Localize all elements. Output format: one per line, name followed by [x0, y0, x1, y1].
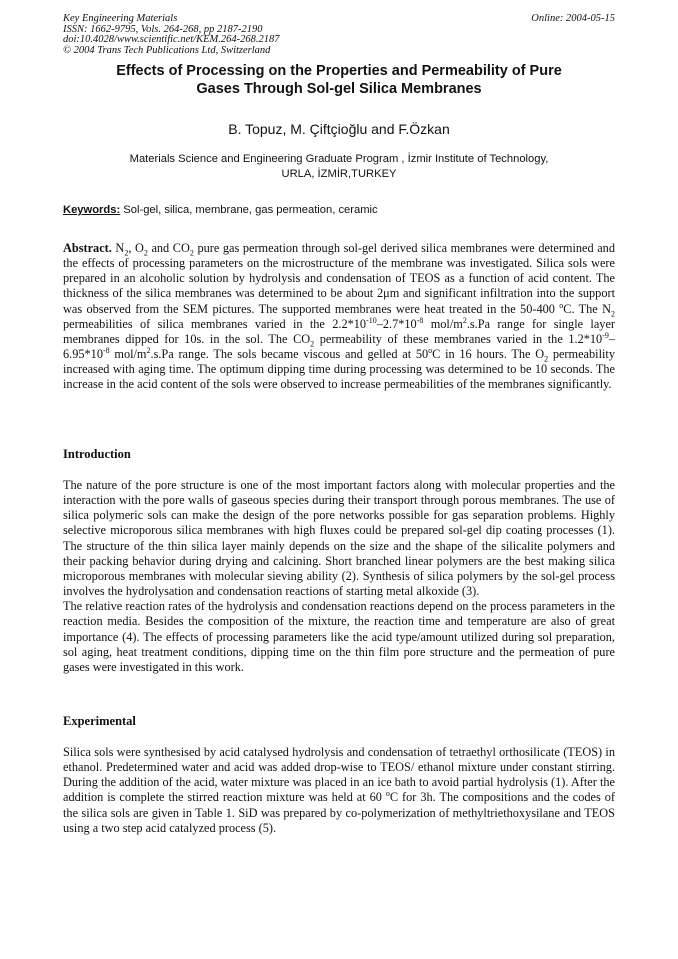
experimental-heading: Experimental: [63, 714, 136, 728]
superscript: 2: [146, 346, 151, 355]
abstract-text: permeabilities of silica membranes varied in the 2.2*10: [63, 316, 367, 331]
experimental-body: [63, 745, 615, 836]
abstract-text: C. The N: [563, 301, 611, 316]
journal-name: Key Engineering Materials: [63, 13, 178, 24]
abstract-text: –2.7*10: [376, 316, 417, 331]
subscript: 2: [611, 309, 615, 319]
abstract-text: pure gas permeation through sol-gel derived silica membranes were determined and the effects of processing parameters on the microstructure of the membrane was investigated. Silica sols were prepared in an alcoholic solution by hydrolysis and condensation of TEOS as a function of acid content. The thickness of the silica membranes was determined to be about 2μm and significant infiltration into the support was observed from the SEM pictures. The supported membranes were heat treated in the 50-400: [63, 241, 615, 316]
superscript: 2: [462, 315, 467, 325]
paper-title: [63, 62, 615, 98]
doi-line: doi:10.4028/www.scientific.net/KEM.264-268.2187: [63, 34, 280, 45]
abstract-text: .s.Pa range for single layer membranes dipped for 10s. in the sol. The CO: [63, 316, 615, 346]
affiliation-line-1: Materials Science and Engineering Graduate Program , İzmir Institute of Technology,: [129, 153, 549, 165]
subscript: 2: [124, 248, 129, 258]
keywords-label: Keywords:: [63, 204, 121, 216]
abstract-text: –6.95*10: [63, 331, 615, 362]
experimental-text: Silica sols were synthesised by acid catalysed hydrolysis and condensation of tetraethyl orthosilicate (TEOS) in ethanol. Predetermined water and acid was added drop-wise to TEOS/ ethanol mixture under constant stirring. During the addition of the acid, water mixture was placed in an ice bath to avoid partial hydrolysis (1). After the addition is complete the stirred reaction mixture was held at 60: [63, 745, 615, 805]
abstract-text: mol/m: [109, 347, 147, 362]
superscript: o: [428, 346, 433, 355]
superscript: -8: [416, 315, 424, 325]
title-line-1: Effects of Processing on the Properties and Permeability of Pure: [116, 63, 562, 79]
subscript: 2: [143, 248, 148, 258]
introduction-heading: Introduction: [63, 447, 131, 461]
subscript: 2: [310, 339, 315, 349]
abstract-text: permeability increased with aging time. The optimum dipping time during processing was determined to be 10 seconds. The increase in the acid content of the sols were observed to increase permeabilities of the membranes significantly.: [63, 347, 615, 392]
superscript: -8: [102, 346, 110, 355]
superscript: -10: [366, 315, 377, 325]
issn-line: ISSN: 1662-9795, Vols. 264-268, pp 2187-2190: [63, 23, 263, 35]
superscript: o: [385, 789, 390, 799]
introduction-paragraph-2: The relative reaction rates of the hydrolysis and condensation reactions depend on the process parameters in the reaction media. Besides the composition of the mixture, the reaction time and temperature are also of great importance (4). The effects of processing parameters like the acid type/amount utilized during sol preparation, sol aging, heat treatment conditions, dipping time on the thin film pore structure and the permeation of pure gases were investigated in this work.: [63, 599, 615, 674]
abstract-text: .s.Pa range. The sols became viscous and gelled at 50: [150, 347, 429, 362]
authors: B. Topuz, M. Çiftçioğlu and F.Özkan: [228, 121, 450, 137]
experimental-text: C for 3h. The compositions and the codes of the silica sols are given in Table 1. SiD was prepared by co-polymerization of methyltriethoxysilane and TEOS using a two step acid catalyzed process (5).: [63, 790, 615, 835]
affiliation: [63, 152, 615, 181]
introduction-paragraph-1: The nature of the pore structure is one of the most important factors along with molecular properties and the interaction with the pore walls of gaseous species during their transport through porous membranes. The use of silica polymeric sols can make the design of the pore networks possible for gas separation problems. Highly selective microporous silica membranes with high fluxes could be prepared sol-gel dip coating processes (1). The structure of the thin silica layer mainly depends on the size and the shape of the silicalite polymers and their packing behavior during drying and calcining. Short branched linear polymers are the best making silica microporous membranes with molecular sieving ability (2). Synthesis of silica polymers by the sol-gel process involves the hydrolysation and condensation reactions of starting metal alkoxide (3).: [63, 478, 615, 599]
abstract: [63, 241, 615, 393]
keywords-text: Sol-gel, silica, membrane, gas permeation, ceramic: [120, 204, 378, 216]
online-date: Online: 2004-05-15: [531, 13, 615, 24]
subscript: 2: [189, 248, 194, 258]
abstract-text: mol/m: [423, 316, 463, 331]
introduction-body: [63, 478, 615, 675]
abstract-label: Abstract.: [63, 241, 112, 255]
abstract-text: permeability of these membranes varied in the 1.2*10: [314, 331, 603, 346]
affiliation-line-2: URLA, İZMİR,TURKEY: [281, 167, 397, 180]
journal-metadata: [63, 14, 615, 56]
superscript: -9: [602, 330, 609, 340]
abstract-text: , O: [128, 241, 144, 255]
title-line-2: Gases Through Sol-gel Silica Membranes: [196, 81, 482, 97]
superscript: o: [559, 300, 564, 310]
keywords: [63, 203, 615, 217]
abstract-text: N: [111, 241, 125, 255]
abstract-text: and CO: [147, 241, 190, 255]
copyright-line: © 2004 Trans Tech Publications Ltd, Switzerland: [63, 44, 271, 56]
subscript: 2: [544, 354, 549, 364]
abstract-text: C in 16 hours. The O: [432, 347, 545, 362]
